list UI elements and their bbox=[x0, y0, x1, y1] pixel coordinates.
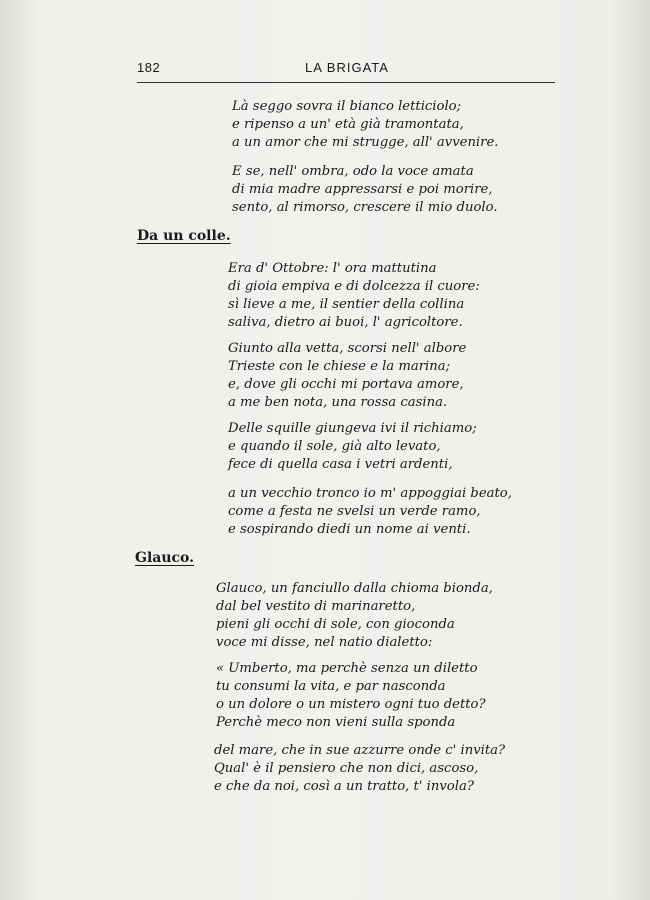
verse-line: saliva, dietro ai buoi, l' agricoltore. bbox=[228, 315, 463, 330]
stanza bbox=[216, 660, 486, 732]
verse-line: e sospirando diedi un nome ai venti. bbox=[228, 522, 471, 537]
verse-line: Là seggo sovra il bianco letticiolo; bbox=[232, 99, 462, 114]
verse-line: Era d' Ottobre: l' ora mattutina bbox=[228, 261, 437, 276]
page-number: 182 bbox=[137, 60, 161, 75]
verse-line: e quando il sole, già alto levato, bbox=[228, 439, 441, 454]
verse-line: sento, al rimorso, crescere il mio duolo. bbox=[232, 200, 498, 215]
verse-line: sì lieve a me, il sentier della collina bbox=[228, 297, 465, 312]
verse-line: tu consumi la vita, e par nasconda bbox=[216, 679, 446, 694]
page-header bbox=[137, 60, 555, 83]
section-title: Da un colle. bbox=[137, 228, 231, 244]
verse-line: pieni gli occhi di sole, con gioconda bbox=[216, 617, 455, 632]
stanza bbox=[228, 485, 512, 539]
verse-line: di mia madre appressarsi e poi morire, bbox=[232, 182, 493, 197]
verse-line: e ripenso a un' età già tramontata, bbox=[232, 117, 464, 132]
verse-line: Qual' è il pensiero che non dici, ascoso, bbox=[214, 761, 479, 776]
verse-line: Glauco, un fanciullo dalla chioma bionda, bbox=[216, 581, 493, 596]
verse-line: e che da noi, così a un tratto, t' invola? bbox=[214, 779, 474, 794]
verse-line: Perchè meco non vieni sulla sponda bbox=[216, 715, 456, 730]
verse-line: voce mi disse, nel natio dialetto: bbox=[216, 635, 433, 650]
verse-line: Giunto alla vetta, scorsi nell' albore bbox=[228, 341, 467, 356]
verse-line: « Umberto, ma perchè senza un diletto bbox=[216, 661, 478, 676]
stanza bbox=[228, 340, 466, 412]
verse-line: e, dove gli occhi mi portava amore, bbox=[228, 377, 464, 392]
verse-line: a un vecchio tronco io m' appoggiai beato, bbox=[228, 486, 512, 501]
verse-line: come a festa ne svelsi un verde ramo, bbox=[228, 504, 481, 519]
verse-line: di gioia empiva e di dolcezza il cuore: bbox=[228, 279, 480, 294]
verse-line: a un amor che mi strugge, all' avvenire. bbox=[232, 135, 499, 150]
verse-line: Trieste con le chiese e la marina; bbox=[228, 359, 451, 374]
section-title: Glauco. bbox=[135, 550, 195, 566]
stanza bbox=[232, 98, 498, 152]
verse-line: dal bel vestito di marinaretto, bbox=[216, 599, 416, 614]
verse-line: E se, nell' ombra, odo la voce amata bbox=[232, 164, 474, 179]
verse-line: fece di quella casa i vetri ardenti, bbox=[228, 457, 453, 472]
verse-line: Delle squille giungeva ivi il richiamo; bbox=[228, 421, 477, 436]
verse-line: o un dolore o un mistero ogni tuo detto? bbox=[216, 697, 486, 712]
stanza bbox=[228, 420, 477, 474]
stanza bbox=[228, 260, 480, 332]
verse-line: a me ben nota, una rossa casina. bbox=[228, 395, 448, 410]
stanza bbox=[214, 742, 505, 796]
running-head: LA BRIGATA bbox=[305, 60, 389, 75]
stanza bbox=[232, 163, 498, 217]
verse-line: del mare, che in sue azzurre onde c' invita? bbox=[214, 743, 506, 758]
stanza bbox=[216, 580, 493, 652]
